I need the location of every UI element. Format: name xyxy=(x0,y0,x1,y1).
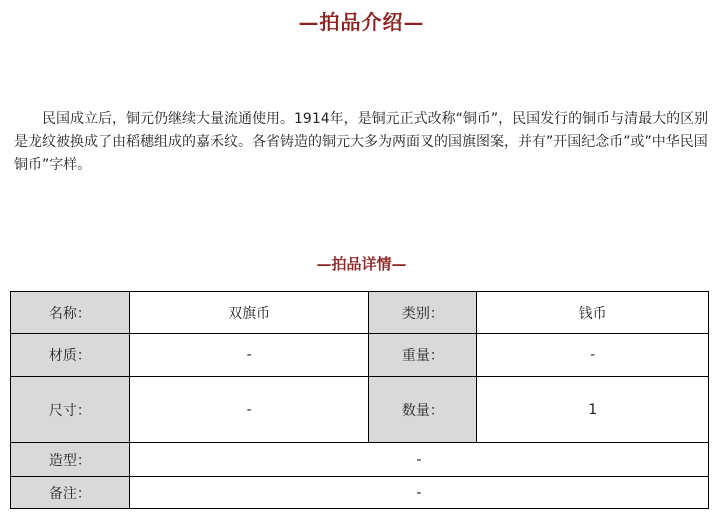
size-value: - xyxy=(129,377,369,443)
material-value: - xyxy=(129,334,369,377)
quantity-label: 数量： xyxy=(369,377,477,443)
shape-value: - xyxy=(129,443,708,477)
material-label: 材质： xyxy=(11,334,130,377)
name-value: 双旗币 xyxy=(129,292,369,334)
category-value: 钱币 xyxy=(477,292,709,334)
remark-value: - xyxy=(129,477,708,509)
weight-label: 重量： xyxy=(369,334,477,377)
details-table xyxy=(10,291,709,509)
weight-value: - xyxy=(477,334,709,377)
intro-title: —拍品介绍— xyxy=(298,10,425,34)
table-row-name xyxy=(11,292,709,334)
name-label: 名称： xyxy=(11,292,130,334)
size-label: 尺寸： xyxy=(11,377,130,443)
remark-label: 备注： xyxy=(11,477,130,509)
category-label: 类别： xyxy=(369,292,477,334)
table-row-material xyxy=(11,334,709,377)
intro-text: 民国成立后，铜元仍继续大量流通使用。1914年，是铜元正式改称“铜币”，民国发行的铜币与清最大的区别是龙纹被换成了由稻穗组成的嘉禾纹。各省铸造的铜元大多为两面叉的国旗图案，并有”开国纪念币”或”中华民国铜币”字样。 xyxy=(14,111,709,173)
quantity-value: 1 xyxy=(477,377,709,443)
details-title: —拍品详情— xyxy=(316,255,407,273)
table-row-size xyxy=(11,377,709,443)
table-row-remark xyxy=(11,477,709,509)
shape-label: 造型： xyxy=(11,443,130,477)
table-row-shape xyxy=(11,443,709,477)
